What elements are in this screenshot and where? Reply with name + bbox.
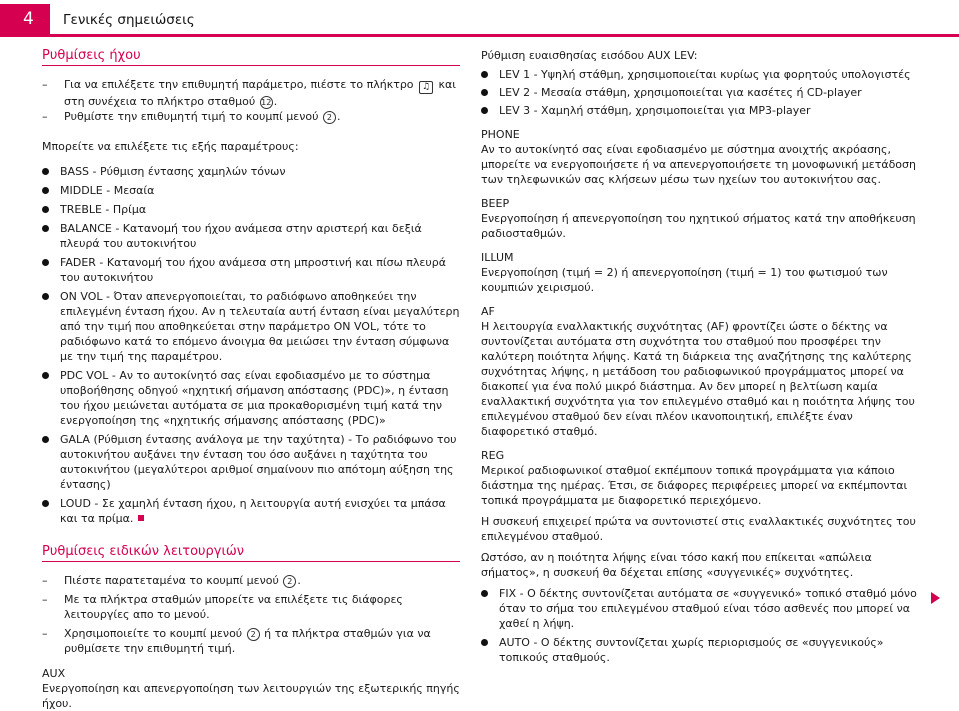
middle-item: MIDDLE - Μεσαία — [42, 183, 460, 198]
aux-level-heading: Ρύθμιση ευαισθησίας εισόδου AUX LEV: — [481, 49, 698, 62]
special-settings-title: Ρυθμίσεις ειδικών λειτουργιών — [42, 544, 245, 559]
aux-text: Ενεργοποίηση και απενεργοποίηση των λειτουργιών της εξωτερικής πηγής ήχου. — [42, 682, 460, 710]
sound-settings-title: Ρυθμίσεις ήχου — [42, 48, 141, 63]
right-column — [481, 48, 921, 665]
beep-heading: BEEP — [481, 197, 510, 210]
left-column — [42, 48, 460, 711]
aux-heading: AUX — [42, 667, 66, 680]
special-step-2: – Με τα πλήκτρα σταθμών μπορείτε να επιλέξετε τις διάφορες λειτουργίες απο το μενού. — [42, 592, 460, 622]
balance-item: BALANCE - Κατανομή του ήχου ανάμεσα στην αριστερή και δεξιά πλευρά του αυτοκινήτου — [42, 221, 460, 251]
section-rule — [42, 561, 460, 562]
reg-text-1: Μερικοί ραδιοφωνικοί σταθμοί εκπέμπουν τοπικά προγράμματα για κάποιο διάστημα της ημέρας. Έτσι, σε διάφορες περιφέρειες μπορεί να εκπέμπονται τοπικά προγράμματα με διαφορετικό περιεχόμενο. — [481, 464, 908, 507]
reg-text-3: Ωστόσο, αν η ποιότητα λήψης είναι τόσο κακή που επίκειται «απώλεια σήματος», η συσκευή θα δέχεται επίσης «συγγενικές» συχνότητες. — [481, 551, 872, 579]
station-key-ref: 12 — [261, 98, 272, 107]
onvol-item: ON VOL - Όταν απενεργοποιείται, το ραδιόφωνο αποθηκεύει την επιλεγμένη ένταση ήχου. Αν η τελευταία αυτή ένταση είναι μεγαλύτερη από την τιμή που αποθηκεύεται στην παράμετρο ON VOL, τότε το ραδιόφωνο κατά το επόμενο άνοιγμα θα μειώσει την ένταση σύμφωνα με την τιμή της παραμέτρου. — [42, 289, 460, 364]
step-select-parameter: – Για να επιλέξετε την επιθυμητή παράμετρο, πιέστε το πλήκτρο ♫ και στη συνέχεια το πλήκτρο σταθμού 12 . — [42, 77, 460, 109]
phone-heading: PHONE — [481, 128, 520, 141]
menu-knob-ref: 2 — [283, 575, 296, 588]
header-title: Γενικές σημειώσεις — [63, 12, 195, 28]
af-text: Η λειτουργία εναλλακτικής συχνότητας (AF) φροντίζει ώστε ο δέκτης να συντονίζεται αυτόματα στη συχνότητα του σταθμού που προσφέρει την καλύτερη ποιότητα λήψης. Κατά τη διάρκεια της αναζήτησης της καλύτερης συχνότητας λήψης, η μετάδοση του ραδιοφωνικού προγράμματος μπορεί να διακοπεί για ένα πολύ μικρό διάστημα. Αν δεν μπορεί η βελτίωση καμία εναλλακτική συχνότητα για τον επιλεγμένο σταθμό και η ποιότητα λήψης του επιλεγμένου σταθμού δεν είναι πλέον ικανοποιητική, επιλέξτε έναν διαφορετικό σταθμό. — [481, 320, 915, 438]
illum-heading: ILLUM — [481, 251, 514, 264]
phone-text: Αν το αυτοκίνητό σας είναι εφοδιασμένο με σύστημα ανοιχτής ακρόασης, μπορείτε να ενεργοποιήσετε ή να απενεργοποιήσετε τη μονοφωνική μετάδοση των τηλεφωνικών σας κλήσεων μέσω των ηχείων του αυτοκινήτου σας. — [481, 143, 916, 186]
section-rule — [42, 65, 460, 66]
af-heading: AF — [481, 305, 495, 318]
page-header — [0, 0, 959, 38]
next-page-arrow-icon[interactable] — [931, 592, 940, 604]
illum-text: Ενεργοποίηση (τιμή = 2) ή απενεργοποίηση (τιμή = 1) του φωτισμού των κουμπιών χειρισμού. — [481, 266, 888, 294]
beep-text: Ενεργοποίηση ή απενεργοποίηση του ηχητικού σήματος κατά την αποθήκευση ραδιοσταθμών. — [481, 212, 916, 240]
page-number: 4 — [0, 4, 50, 34]
bass-item: BASS - Ρύθμιση έντασης χαμηλών τόνων — [42, 164, 460, 179]
gala-item: GALA (Ρύθμιση έντασης ανάλογα με την ταχύτητα) - Το ραδιόφωνο του αυτοκινήτου αυξάνει την ένταση του όσο αυξάνει η ταχύτητα του αυτοκινήτου (μεγαλύτεροι αριθμοί σημαίνουν πιο απότομη αύξηση της έντασης) — [42, 432, 460, 492]
special-step-1: – Πιέστε παρατεταμένα το κουμπί μενού 2 . — [42, 573, 460, 588]
menu-knob-ref: 2 — [323, 111, 336, 124]
menu-knob-ref: 2 — [247, 628, 260, 641]
reg-text-2: Η συσκευή επιχειρεί πρώτα να συντονιστεί στις εναλλακτικές συχνότητες του επιλεγμένου σταθμού. — [481, 515, 916, 543]
reg-heading: REG — [481, 449, 505, 462]
intro-text: Μπορείτε να επιλέξετε τις εξής παραμέτρους: — [42, 140, 299, 153]
special-step-3: – Χρησιμοποιείτε το κουμπί μενού 2 ή τα πλήκτρα σταθμών για να ρυθμίσετε την επιθυμητή τιμή. — [42, 626, 460, 656]
music-note-key-icon: ♫ — [419, 81, 433, 94]
loud-item: LOUD - Σε χαμηλή ένταση ήχου, η λειτουργία αυτή ενισχύει τα μπάσα και τα πρίμα. — [42, 496, 460, 526]
header-rule — [0, 34, 959, 37]
fix-item: FIX - Ο δέκτης συντονίζεται αυτόματα σε «συγγενικό» τοπικό σταθμό μόνο όταν το σήμα του επιλεγμένου σταθμού είναι τόσο ασθενές που μπορεί να χαθεί η λήψη. — [481, 586, 921, 631]
lev1-item: LEV 1 - Υψηλή στάθμη, χρησιμοποιείται κυρίως για φορητούς υπολογιστές — [481, 67, 921, 82]
treble-item: TREBLE - Πρίμα — [42, 202, 460, 217]
lev3-item: LEV 3 - Χαμηλή στάθμη, χρησιμοποιείται για MP3-player — [481, 103, 921, 118]
auto-item: AUTO - Ο δέκτης συντονίζεται χωρίς περιορισμούς σε «συγγενικούς» τοπικούς σταθμούς. — [481, 635, 921, 665]
step-set-value: – Ρυθμίστε την επιθυμητή τιμή το κουμπί μενού 2 . — [42, 109, 460, 124]
fader-item: FADER - Κατανομή του ήχου ανάμεσα στη μπροστινή και πίσω πλευρά του αυτοκινήτου — [42, 255, 460, 285]
section-end-square-icon — [138, 515, 144, 521]
lev2-item: LEV 2 - Μεσαία στάθμη, χρησιμοποιείται για κασέτες ή CD-player — [481, 85, 921, 100]
pdcvol-item: PDC VOL - Αν το αυτοκίνητό σας είναι εφοδιασμένο με το σύστημα υποβοήθησης οδηγού «ηχητική σήμανση απόστασης (PDC)», η ένταση του ήχου μειώνεται αυτόματα σε μια προκαθορισμένη τιμή κατά την ενεργοποίηση της «ηχητικής σήμανσης απόστασης (PDC)» — [42, 368, 460, 428]
